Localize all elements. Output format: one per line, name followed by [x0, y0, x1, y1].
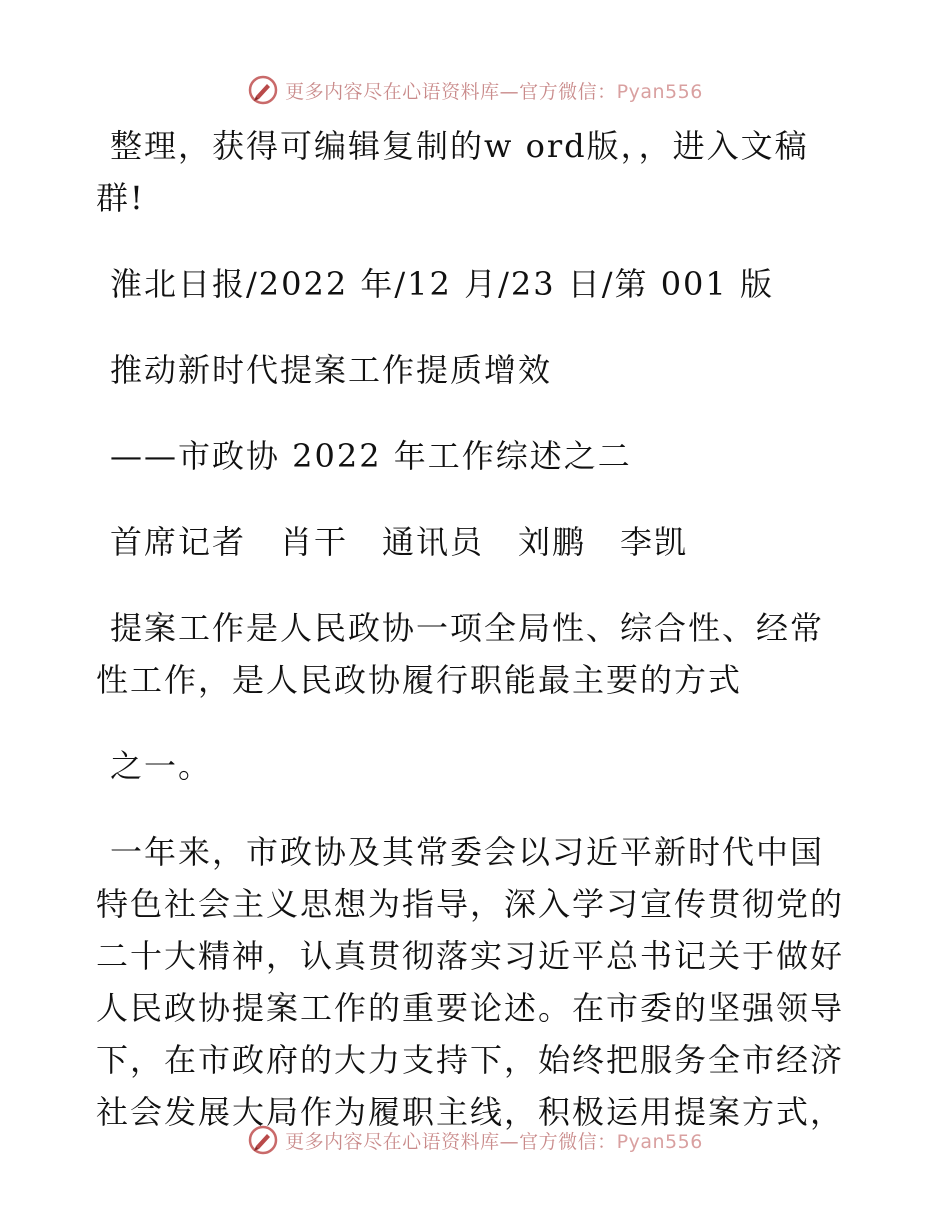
paragraph-1-line-3: 之一。 [110, 747, 213, 785]
paragraph-2-line-1: 一年来，市政协及其常委会以习近平新时代中国 [110, 833, 825, 871]
pen-logo-icon [247, 1124, 279, 1156]
body-line-2: 群! [96, 179, 145, 217]
footer-watermark [0, 1122, 950, 1158]
paragraph-2-line-3: 二十大精神，认真贯彻落实习近平总书记关于做好 [96, 937, 845, 975]
document-body [96, 120, 856, 1138]
article-title: 推动新时代提案工作提质增效 [110, 351, 553, 389]
paragraph-2-line-5: 下，在市政府的大力支持下，始终把服务全市经济 [96, 1041, 845, 1079]
paragraph-2-line-6: 社会发展大局作为履职主线，积极运用提案方式， [96, 1093, 845, 1131]
body-line-1: 整理，获得可编辑复制的w ord版，，进入文稿 [110, 127, 809, 165]
newspaper-source: 淮北日报/2022 年/12 月/23 日/第 001 版 [110, 265, 774, 303]
paragraph-2-line-4: 人民政协提案工作的重要论述。在市委的坚强领导 [96, 989, 845, 1027]
paragraph-1-line-2: 性工作，是人民政协履行职能最主要的方式 [96, 661, 743, 699]
article-subtitle: ——市政协 2022 年工作综述之二 [110, 437, 632, 475]
watermark-text: 更多内容尽在心语资料库—官方微信：Pyan556 [285, 80, 703, 103]
paragraph-2-line-2: 特色社会主义思想为指导，深入学习宣传贯彻党的 [96, 885, 845, 923]
header-watermark [0, 72, 950, 108]
paragraph-1-line-1: 提案工作是人民政协一项全局性、综合性、经常 [110, 609, 825, 647]
article-byline: 首席记者 肖干 通讯员 刘鹏 李凯 [110, 523, 689, 561]
watermark-text: 更多内容尽在心语资料库—官方微信：Pyan556 [285, 1130, 703, 1153]
pen-logo-icon [247, 74, 279, 106]
